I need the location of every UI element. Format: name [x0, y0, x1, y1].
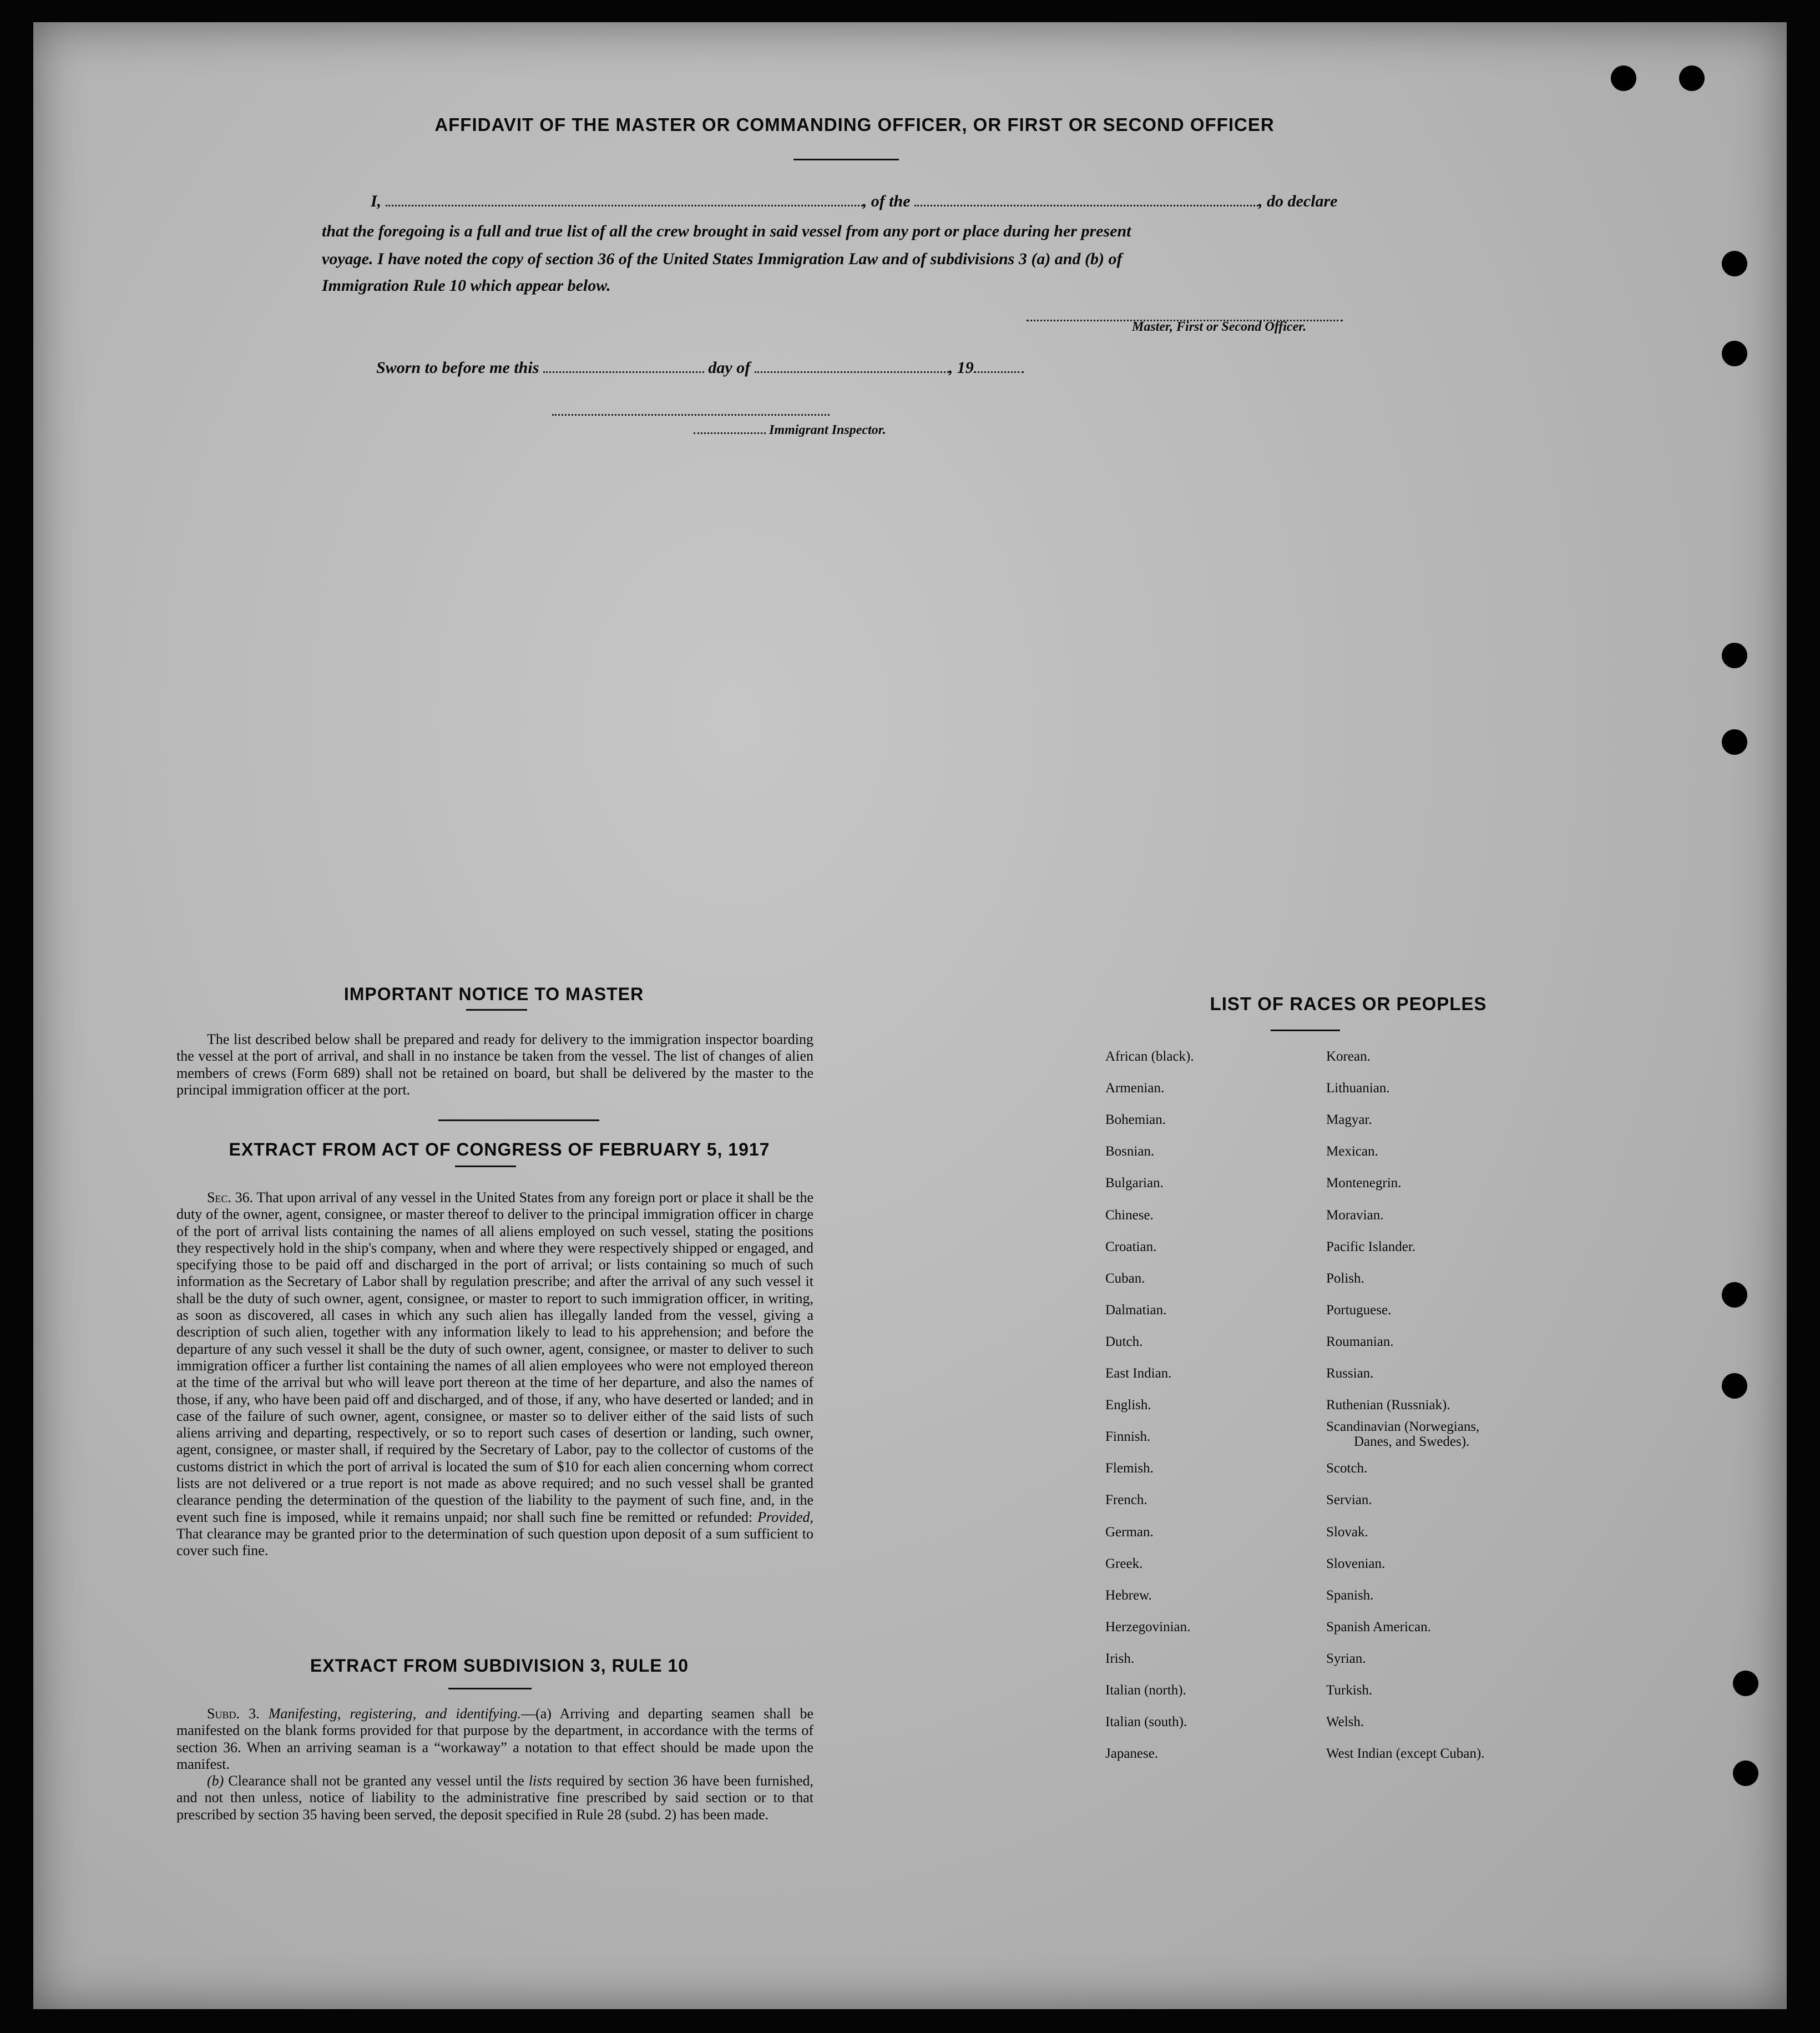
race-label: West Indian (except Cuban). [1326, 1746, 1485, 1761]
race-item [1105, 1620, 1190, 1635]
inspector-line [694, 423, 886, 438]
race-item [1105, 1303, 1166, 1318]
race-label: Lithuanian. [1326, 1081, 1390, 1096]
affidavit-i: I, [371, 192, 382, 210]
race-label: Hebrew. [1105, 1588, 1152, 1603]
race-label: Japanese. [1105, 1746, 1159, 1761]
act-provided: Provided, [757, 1509, 813, 1525]
race-item [1326, 1334, 1394, 1350]
race-item [1105, 1588, 1152, 1603]
punch-hole [1722, 1373, 1747, 1399]
race-label: Turkish. [1326, 1683, 1373, 1698]
race-label: Chinese. [1105, 1208, 1154, 1223]
race-label: Armenian. [1105, 1081, 1165, 1096]
race-label: Italian (north). [1105, 1683, 1186, 1698]
day-of-text: day of [708, 359, 751, 377]
race-label: Slovak. [1326, 1525, 1368, 1540]
year-text: , 19 [948, 359, 974, 377]
race-label: Portuguese. [1326, 1303, 1392, 1318]
race-label: Croatian. [1105, 1239, 1157, 1254]
race-item [1326, 1049, 1371, 1065]
races-title: LIST OF RACES OR PEOPLES [1210, 993, 1487, 1014]
race-label: Cuban. [1105, 1271, 1145, 1286]
race-label: Irish. [1105, 1651, 1135, 1666]
race-item [1105, 1461, 1154, 1476]
punch-hole [1733, 1671, 1758, 1696]
race-item [1105, 1429, 1150, 1445]
race-label: French. [1105, 1492, 1147, 1507]
races-underline [1271, 1030, 1340, 1031]
race-label: Italian (south). [1105, 1714, 1187, 1729]
notice-title: IMPORTANT NOTICE TO MASTER [343, 984, 644, 1004]
signature-label: Master, First or Second Officer. [1132, 320, 1307, 334]
race-label: Slovenian. [1326, 1556, 1386, 1571]
race-label: Dalmatian. [1105, 1303, 1167, 1318]
race-label: Scandinavian (Norwegians, [1326, 1419, 1480, 1434]
race-item [1326, 1239, 1415, 1255]
race-label: Herzegovinian. [1105, 1620, 1191, 1635]
race-label: Bohemian. [1105, 1112, 1166, 1127]
rule-subd: Subd. 3. [207, 1706, 260, 1722]
race-label: Greek. [1105, 1556, 1143, 1571]
race-label: African (black). [1105, 1049, 1194, 1064]
name-blank [386, 204, 863, 206]
race-item [1105, 1651, 1134, 1667]
race-label: Dutch. [1105, 1334, 1143, 1349]
rule-b-lists: lists [528, 1773, 552, 1789]
race-item [1326, 1651, 1366, 1667]
race-label: Flemish. [1105, 1461, 1154, 1476]
race-item [1326, 1366, 1373, 1381]
sworn-month-blank [755, 371, 949, 373]
punch-hole [1611, 65, 1636, 91]
race-item [1105, 1239, 1156, 1255]
race-item [1326, 1112, 1372, 1128]
punch-hole [1722, 341, 1747, 366]
race-item [1326, 1208, 1383, 1223]
race-label: Welsh. [1326, 1714, 1364, 1729]
race-label: Spanish. [1326, 1588, 1374, 1603]
race-item [1326, 1620, 1431, 1635]
affidavit-line-2: that the foregoing is a full and true list of all the crew brought in said vessel from any port or place during her present [322, 222, 1131, 240]
race-item [1105, 1683, 1186, 1698]
act-body-end: That clearance may be granted prior to the determination of such question upon deposit of a sum sufficient to cover such fine. [176, 1525, 813, 1559]
act-underline [455, 1166, 516, 1167]
race-item [1105, 1112, 1166, 1128]
punch-hole [1679, 65, 1705, 91]
race-label: Russian. [1326, 1366, 1374, 1381]
race-item [1326, 1683, 1372, 1698]
race-item [1105, 1081, 1164, 1096]
race-item [1326, 1398, 1450, 1413]
race-label: Korean. [1326, 1049, 1371, 1064]
affidavit-line-3: voyage. I have noted the copy of section 36 of the United States Immigration Law and of subdivisions 3 (a) and (b) of [322, 250, 1123, 268]
rule-title: EXTRACT FROM SUBDIVISION 3, RULE 10 [310, 1656, 689, 1676]
race-item [1326, 1461, 1367, 1476]
punch-hole [1722, 643, 1747, 668]
race-label: Moravian. [1326, 1208, 1384, 1223]
act-sec: Sec. 36. [207, 1189, 254, 1205]
rule-b-pre: Clearance shall not be granted any vessel until the [228, 1773, 524, 1789]
race-item [1326, 1556, 1385, 1572]
punch-hole [1722, 251, 1747, 276]
act-paragraph [176, 1189, 813, 1560]
affidavit-title: AFFIDAVIT OF THE MASTER OR COMMANDING OFFICER, OR FIRST OR SECOND OFFICER [434, 114, 1275, 135]
affidavit-of-the: , of the [862, 192, 911, 210]
punch-hole [1722, 1282, 1747, 1308]
race-label: Spanish American. [1326, 1620, 1431, 1635]
race-item [1105, 1176, 1164, 1191]
race-item [1105, 1746, 1158, 1762]
inspector-lead [694, 432, 766, 434]
rule-a [176, 1706, 813, 1773]
vessel-blank [914, 204, 1258, 206]
race-label: Finnish. [1105, 1429, 1151, 1444]
notice-text: The list described below shall be prepared and ready for delivery to the immigration inspector boarding the vessel at the port of arrival, and shall in no instance be taken from the vessel. The list of changes of alien members of crews (Form 689) shall not be retained on board, but shall be delivered by the master to the principal immigration officer at the port. [176, 1031, 813, 1098]
race-item [1326, 1303, 1391, 1318]
race-item [1105, 1492, 1147, 1508]
race-item [1326, 1746, 1484, 1762]
race-item [1326, 1714, 1364, 1730]
race-label-continued: Danes, and Swedes). [1354, 1434, 1470, 1449]
race-label: Magyar. [1326, 1112, 1372, 1127]
affidavit-line-1 [371, 192, 1337, 211]
sworn-line [376, 359, 1024, 377]
race-item [1326, 1525, 1368, 1540]
race-item [1326, 1419, 1479, 1449]
affidavit-do-declare: , do declare [1258, 192, 1338, 210]
rule-paragraph [176, 1706, 813, 1823]
affidavit-line-4: Immigration Rule 10 which appear below. [322, 276, 611, 295]
race-item [1105, 1525, 1154, 1540]
act-title: EXTRACT FROM ACT OF CONGRESS OF FEBRUARY 5, 1917 [229, 1139, 770, 1159]
race-item [1105, 1208, 1154, 1223]
race-label: Bulgarian. [1105, 1176, 1164, 1190]
race-item [1105, 1144, 1154, 1159]
race-label: Polish. [1326, 1271, 1364, 1286]
notice-underline [466, 1009, 527, 1011]
race-label: Montenegrin. [1326, 1176, 1402, 1190]
race-label: Servian. [1326, 1492, 1372, 1507]
race-label: East Indian. [1105, 1366, 1172, 1381]
act-body: That upon arrival of any vessel in the United States from any foreign port or place it shall be the duty of the owner, agent, consignee, or master thereof to deliver to the principal immigration officer in charge of the port of arrival lists containing the names of all aliens employed on such vessel, stating the positions they respectively hold in the ship's company, when and where they were respectively shipped or engaged, and specifying those to be paid off and discharged in the port of arrival; or lists containing so much of such information as the Secretary of Labor shall by regulation prescribe; and after the arrival of any such vessel it shall be the duty of such owner, agent, consignee, or master to report to such immigration officer, in writing, as soon as discovered, all cases in which any such alien has illegally landed from the vessel, giving a description of such alien, together with any information likely to lead to his apprehension; and before the departure of any such vessel it shall be the duty of such owner, agent, consignee, or master to deliver to such immigration officer a further list containing the names of all alien employees who were not employed thereon at the time of the arrival but who will leave port thereon at the time of her departure, and also the names of those, if any, who have been paid off and discharged, and of those, if any, who have deserted or landed; and in case of the failure of such owner, agent, consignee, or master so to deliver either of the said lists of such aliens arriving and departing, respectively, or so to report such cases of desertion or landing, such owner, agent, consignee, or master shall, if required by the Secretary of Labor, pay to the collector of customs of the customs district in which the port of arrival is located the sum of $10 for each alien concerning whom correct lists are not delivered or a true report is not made as above required; and no such vessel shall be granted clearance pending the determination of the question of the liability to the payment of such fine, and, in the event such fine is imposed, while it remains unpaid; nor shall such fine be remitted or refunded: [176, 1189, 814, 1525]
year-blank [974, 371, 1024, 373]
race-item [1326, 1144, 1378, 1159]
punch-hole [1722, 729, 1747, 755]
rule-b-post: required by section 36 have been furnished, and not then unless, notice of liability to the administrative fine prescribed by said section or to that prescribed by section 35 having been served, the deposit specified in Rule 28 (subd. 2) has been made. [176, 1773, 814, 1823]
race-item [1105, 1366, 1171, 1381]
race-label: Ruthenian (Russniak). [1326, 1398, 1450, 1412]
race-item [1326, 1588, 1373, 1603]
race-item [1105, 1049, 1194, 1065]
title-underline [793, 159, 899, 160]
rule-underline [448, 1688, 532, 1689]
race-label: Scotch. [1326, 1461, 1368, 1476]
race-item [1326, 1271, 1364, 1287]
race-label: Mexican. [1326, 1144, 1378, 1159]
sworn-day-blank [543, 371, 704, 373]
section-divider [438, 1119, 599, 1121]
rule-b-label: (b) [207, 1773, 224, 1789]
race-item [1105, 1398, 1151, 1413]
race-item [1105, 1556, 1142, 1572]
race-item [1105, 1334, 1142, 1350]
rule-a-text: —(a) Arriving and departing seamen shall be manifested on the blank forms provided for that purpose by the department, in accordance with the terms of section 36. When an arriving seaman is a “workaway” a notation to that effect should be made upon the manifest. [176, 1706, 813, 1772]
punch-hole [1733, 1760, 1758, 1786]
race-label: Roumanian. [1326, 1334, 1394, 1349]
inspector-label: Immigrant Inspector. [769, 423, 886, 437]
sworn-text: Sworn to before me this [376, 359, 539, 377]
race-item [1105, 1271, 1145, 1287]
inspector-blank [552, 413, 830, 416]
race-label: English. [1105, 1398, 1151, 1412]
race-label: Pacific Islander. [1326, 1239, 1416, 1254]
race-label: Bosnian. [1105, 1144, 1155, 1159]
race-label: Syrian. [1326, 1651, 1366, 1666]
race-item [1326, 1492, 1372, 1508]
act-text [176, 1189, 813, 1560]
rule-heading: Manifesting, registering, and identifying. [268, 1706, 522, 1722]
rule-b [176, 1773, 813, 1823]
race-label: German. [1105, 1525, 1154, 1540]
race-item [1326, 1176, 1401, 1191]
race-item [1105, 1714, 1187, 1730]
race-item [1326, 1081, 1390, 1096]
notice-paragraph [176, 1031, 813, 1098]
